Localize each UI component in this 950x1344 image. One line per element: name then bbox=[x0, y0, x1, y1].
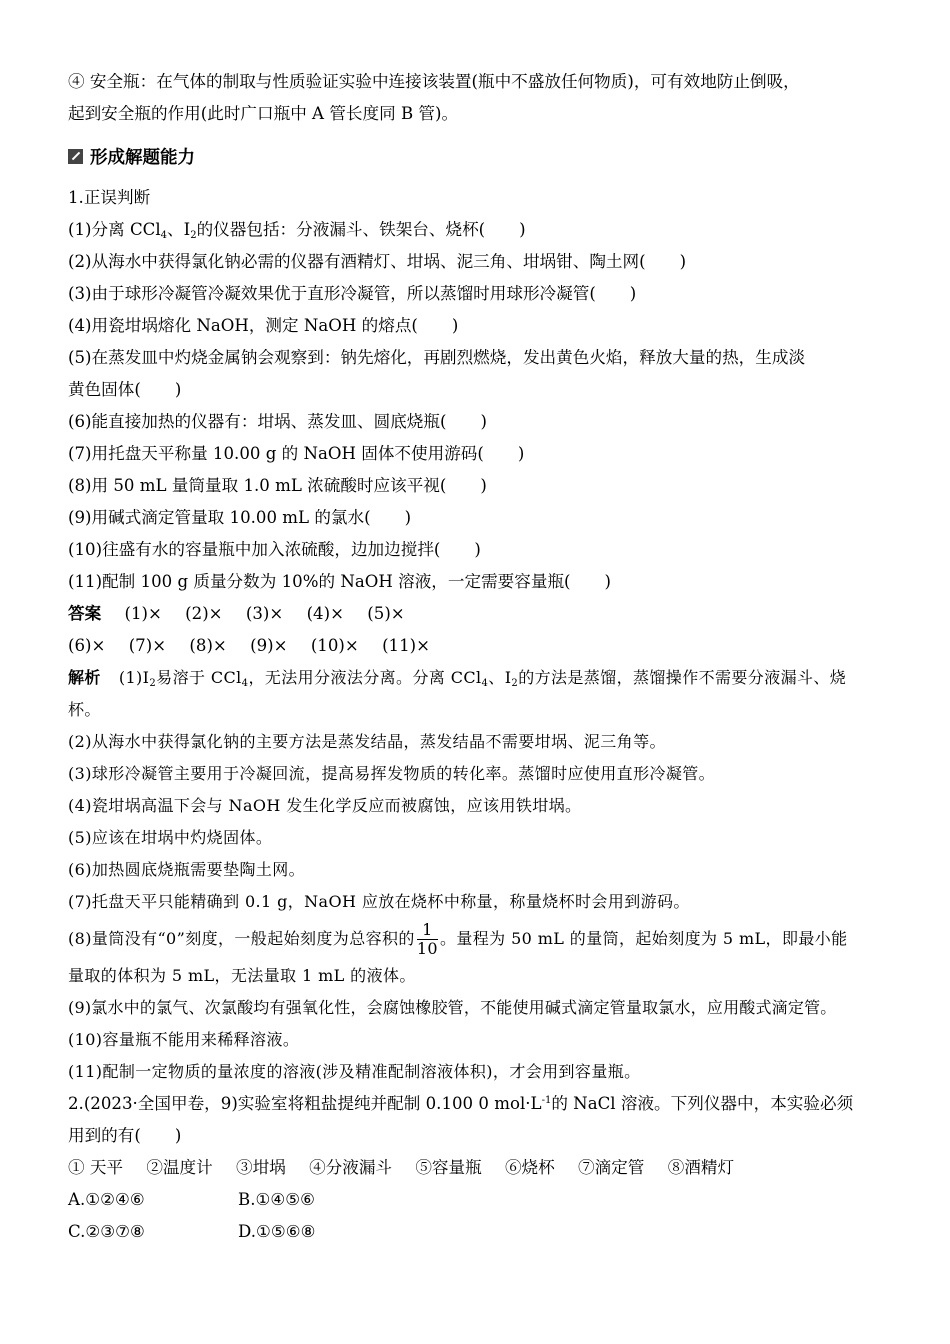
q1-item-2: (2)从海水中获得氯化钠必需的仪器有酒精灯、坩埚、泥三角、坩埚钳、陶土网( ) bbox=[68, 252, 687, 271]
q1-item-11: (11)配制 100 g 质量分数为 10%的 NaOH 溶液，一定需要容量瓶( ) bbox=[68, 572, 612, 591]
q1-item-4: (4)用瓷坩埚熔化 NaOH，测定 NaOH 的熔点( ) bbox=[68, 316, 459, 335]
analysis-10: (10)容量瓶不能用来稀释溶液。 bbox=[68, 1030, 300, 1049]
analysis-11: (11)配制一定物质的量浓度的溶液(涉及精准配制溶液体积)，才会用到容量瓶。 bbox=[68, 1062, 641, 1081]
analysis-8-cont: 量取的体积为 5 mL，无法量取 1 mL 的液体。 bbox=[68, 966, 416, 985]
section-header bbox=[68, 130, 894, 182]
q2-options-row-2 bbox=[68, 1216, 894, 1248]
section-title: 形成解题能力 bbox=[90, 147, 195, 168]
answers-row-2: (6)× (7)× (8)× (9)× (10)× (11)× bbox=[68, 636, 431, 655]
analysis-9: (9)氯水中的氯气、次氯酸均有强氧化性，会腐蚀橡胶管，不能使用碱式滴定管量取氯水，应用酸式滴定管。 bbox=[68, 998, 837, 1017]
document-body bbox=[68, 66, 894, 1248]
analysis-6: (6)加热圆底烧瓶需要垫陶土网。 bbox=[68, 860, 306, 879]
option-b[interactable]: B.①④⑤⑥ bbox=[238, 1190, 315, 1209]
q1-item-5: (5)在蒸发皿中灼烧金属钠会观察到：钠先熔化，再剧烈燃烧，发出黄色火焰，释放大量的热，生成淡 bbox=[68, 348, 806, 367]
option-a[interactable]: A.①②④⑥ bbox=[68, 1190, 145, 1209]
q1-item-10: (10)往盛有水的容量瓶中加入浓硫酸，边加边搅拌( ) bbox=[68, 540, 481, 559]
analysis-4: (4)瓷坩埚高温下会与 NaOH 发生化学反应而被腐蚀，应该用铁坩埚。 bbox=[68, 796, 582, 815]
q1-item-9: (9)用碱式滴定管量取 10.00 mL 的氯水( ) bbox=[68, 508, 412, 527]
q2-options-row-1 bbox=[68, 1184, 894, 1216]
q1-title: 1.正误判断 bbox=[68, 188, 151, 207]
q1-item-5-cont: 黄色固体( ) bbox=[68, 380, 182, 399]
pencil-box-icon bbox=[68, 149, 83, 164]
q1-item-7: (7)用托盘天平称量 10.00 g 的 NaOH 固体不使用游码( ) bbox=[68, 444, 525, 463]
option-d[interactable]: D.①⑤⑥⑧ bbox=[238, 1222, 316, 1241]
intro-line-1: ④ 安全瓶：在气体的制取与性质验证实验中连接该装置(瓶中不盛放任何物质)，可有效地防止倒吸， bbox=[68, 72, 800, 91]
analysis-8: (8)量筒没有“0”刻度，一般起始刻度为总容积的 $\frac{1}{10}$ 。量程为 50 mL 的量筒，起始刻度为 5 mL，即最小能 bbox=[68, 920, 848, 958]
intro-line-2: 起到安全瓶的作用(此时广口瓶中 A 管长度同 B 管)。 bbox=[68, 104, 459, 123]
q2-stem: 2.(2023·全国甲卷，9)实验室将粗盐提纯并配制 0.100 0 $mol\cdot L^{-1}$的 NaCl 溶液。下列仪器中，本实验必须 bbox=[68, 1094, 854, 1113]
analysis-1: 解析 $(1)I_2$易溶于 CCl$_4$，无法用分液法分离。分离 CCl$_4$、$I_2$的方法是蒸馏，蒸馏操作不需要分液漏斗、烧 bbox=[68, 668, 847, 689]
analysis-5: (5)应该在坩埚中灼烧固体。 bbox=[68, 828, 273, 847]
analysis-3: (3)球形冷凝管主要用于冷凝回流，提高易挥发物质的转化率。蒸馏时应使用直形冷凝管。 bbox=[68, 764, 716, 783]
option-c[interactable]: C.②③⑦⑧ bbox=[68, 1222, 145, 1241]
answer-label: 答案 bbox=[68, 604, 102, 623]
analysis-2: (2)从海水中获得氯化钠的主要方法是蒸发结晶，蒸发结晶不需要坩埚、泥三角等。 bbox=[68, 732, 666, 751]
q1-item-8: (8)用 50 mL 量筒量取 1.0 mL 浓硫酸时应该平视( ) bbox=[68, 476, 487, 495]
q1-item-3: (3)由于球形冷凝管冷凝效果优于直形冷凝管，所以蒸馏时用球形冷凝管( ) bbox=[68, 284, 637, 303]
q2-stem-cont: 用到的有( ) bbox=[68, 1126, 182, 1145]
analysis-7: (7)托盘天平只能精确到 0.1 g，NaOH 应放在烧杯中称量，称量烧杯时会用到游码。 bbox=[68, 892, 690, 911]
analysis-1-cont: 杯。 bbox=[68, 700, 101, 719]
analysis-label: 解析 bbox=[68, 668, 101, 687]
answers-row-1: 答案 (1)× (2)× (3)× (4)× (5)× bbox=[68, 604, 405, 623]
q1-item-1: (1)分离 CCl$_4$、$I_2$的仪器包括：分液漏斗、铁架台、烧杯( ) bbox=[68, 220, 526, 241]
q2-instruments: ① 天平 ②温度计 ③坩埚 ④分液漏斗 ⑤容量瓶 ⑥烧杯 ⑦滴定管 ⑧酒精灯 bbox=[68, 1158, 735, 1177]
fraction: $\frac{1}{10}$ bbox=[416, 920, 438, 958]
q1-item-6: (6)能直接加热的仪器有：坩埚、蒸发皿、圆底烧瓶( ) bbox=[68, 412, 487, 431]
